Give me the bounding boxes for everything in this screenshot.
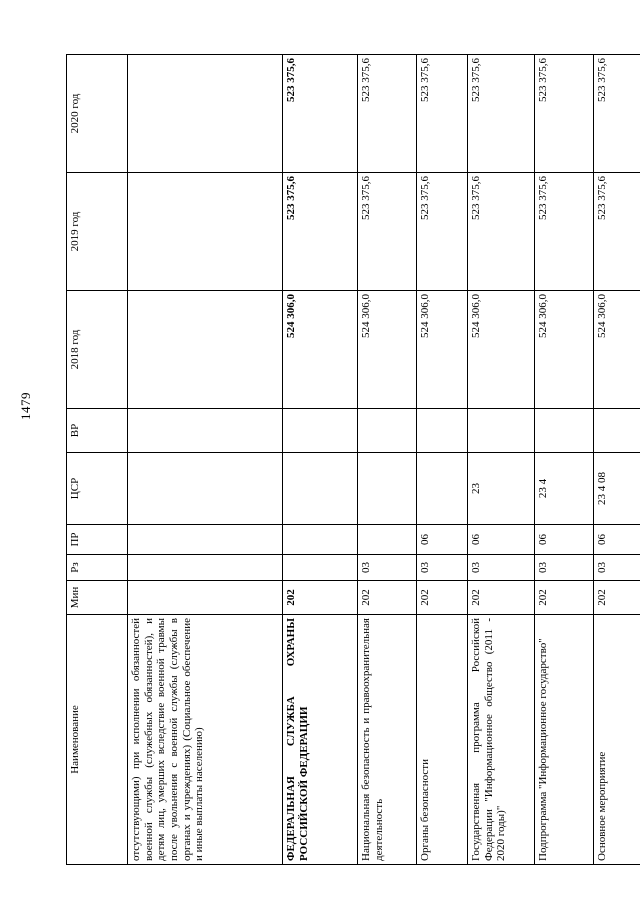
row-rz: 03 [417,555,468,581]
row-pr: 06 [417,525,468,555]
row-name: Национальная безопасность и правоохранительная деятельность [358,615,417,865]
row-rz [128,555,283,581]
budget-table [66,54,640,865]
column-header-pr: ПР [67,525,128,555]
row-vr [594,409,640,453]
row-rz: 03 [358,555,417,581]
row-pr: 06 [535,525,594,555]
row-name: Органы безопасности [417,615,468,865]
table-row [594,55,640,865]
row-min [128,581,283,615]
row-name: отсутствующими) при исполнении обязанностей военной службы (служебных обязанностей), и детям лиц, умерших вследствие военной травмы после увольнения с военной службы (службы в органах и учреждениях) (Социальное обеспечение и иные выплаты населению) [128,615,283,865]
row-min: 202 [417,581,468,615]
table-row [535,55,594,865]
row-value-2020: 523 375,6 [535,55,594,173]
table-row [417,55,468,865]
table-row [358,55,417,865]
row-name: ФЕДЕРАЛЬНАЯ СЛУЖБА ОХРАНЫ РОССИЙСКОЙ ФЕДЕРАЦИИ [283,615,358,865]
row-value-2020 [128,55,283,173]
row-value-2018: 524 306,0 [417,291,468,409]
row-min: 202 [535,581,594,615]
row-value-2018: 524 306,0 [283,291,358,409]
row-csr [417,453,468,525]
row-vr [468,409,535,453]
page-number: 1479 [18,392,33,420]
column-header-min: Мин [67,581,128,615]
table-header-row [67,55,128,865]
row-value-2020: 523 375,6 [417,55,468,173]
row-value-2018: 524 306,0 [468,291,535,409]
row-value-2019: 523 375,6 [417,173,468,291]
row-rz: 03 [468,555,535,581]
row-rz: 03 [535,555,594,581]
column-header-csr: ЦСР [67,453,128,525]
row-csr: 23 4 08 [594,453,640,525]
row-min: 202 [283,581,358,615]
row-value-2018: 524 306,0 [358,291,417,409]
row-name: Государственная программа Российской Федерации "Информационное общество (2011 - 2020 годы)" [468,615,535,865]
column-header-name: Наименование [67,615,128,865]
row-min: 202 [358,581,417,615]
row-rz: 03 [594,555,640,581]
column-header-vr: ВР [67,409,128,453]
row-value-2019: 523 375,6 [594,173,640,291]
rotated-table-container [66,55,608,865]
row-value-2019: 523 375,6 [535,173,594,291]
row-pr: 06 [594,525,640,555]
row-value-2018: 524 306,0 [594,291,640,409]
row-csr [358,453,417,525]
row-value-2019: 523 375,6 [468,173,535,291]
row-value-2019 [128,173,283,291]
row-min: 202 [468,581,535,615]
table-row [128,55,283,865]
row-name: Подпрограмма "Информационное государство" [535,615,594,865]
row-value-2019: 523 375,6 [358,173,417,291]
table-row [283,55,358,865]
row-csr [128,453,283,525]
row-vr [358,409,417,453]
row-rz [283,555,358,581]
row-vr [417,409,468,453]
row-csr [283,453,358,525]
rotated-table-inner [66,55,608,865]
row-name: Основное мероприятие [594,615,640,865]
row-min: 202 [594,581,640,615]
row-csr: 23 4 [535,453,594,525]
row-value-2018: 524 306,0 [535,291,594,409]
row-value-2019: 523 375,6 [283,173,358,291]
column-header-year-2019: 2019 год [67,173,128,291]
row-vr [535,409,594,453]
row-pr: 06 [468,525,535,555]
row-value-2020: 523 375,6 [358,55,417,173]
row-csr: 23 [468,453,535,525]
row-pr [358,525,417,555]
column-header-rz: Рз [67,555,128,581]
row-vr [283,409,358,453]
row-value-2020: 523 375,6 [283,55,358,173]
row-pr [283,525,358,555]
row-value-2020: 523 375,6 [594,55,640,173]
row-value-2018 [128,291,283,409]
table-row [468,55,535,865]
row-value-2020: 523 375,6 [468,55,535,173]
column-header-year-2020: 2020 год [67,55,128,173]
row-pr [128,525,283,555]
row-vr [128,409,283,453]
column-header-year-2018: 2018 год [67,291,128,409]
